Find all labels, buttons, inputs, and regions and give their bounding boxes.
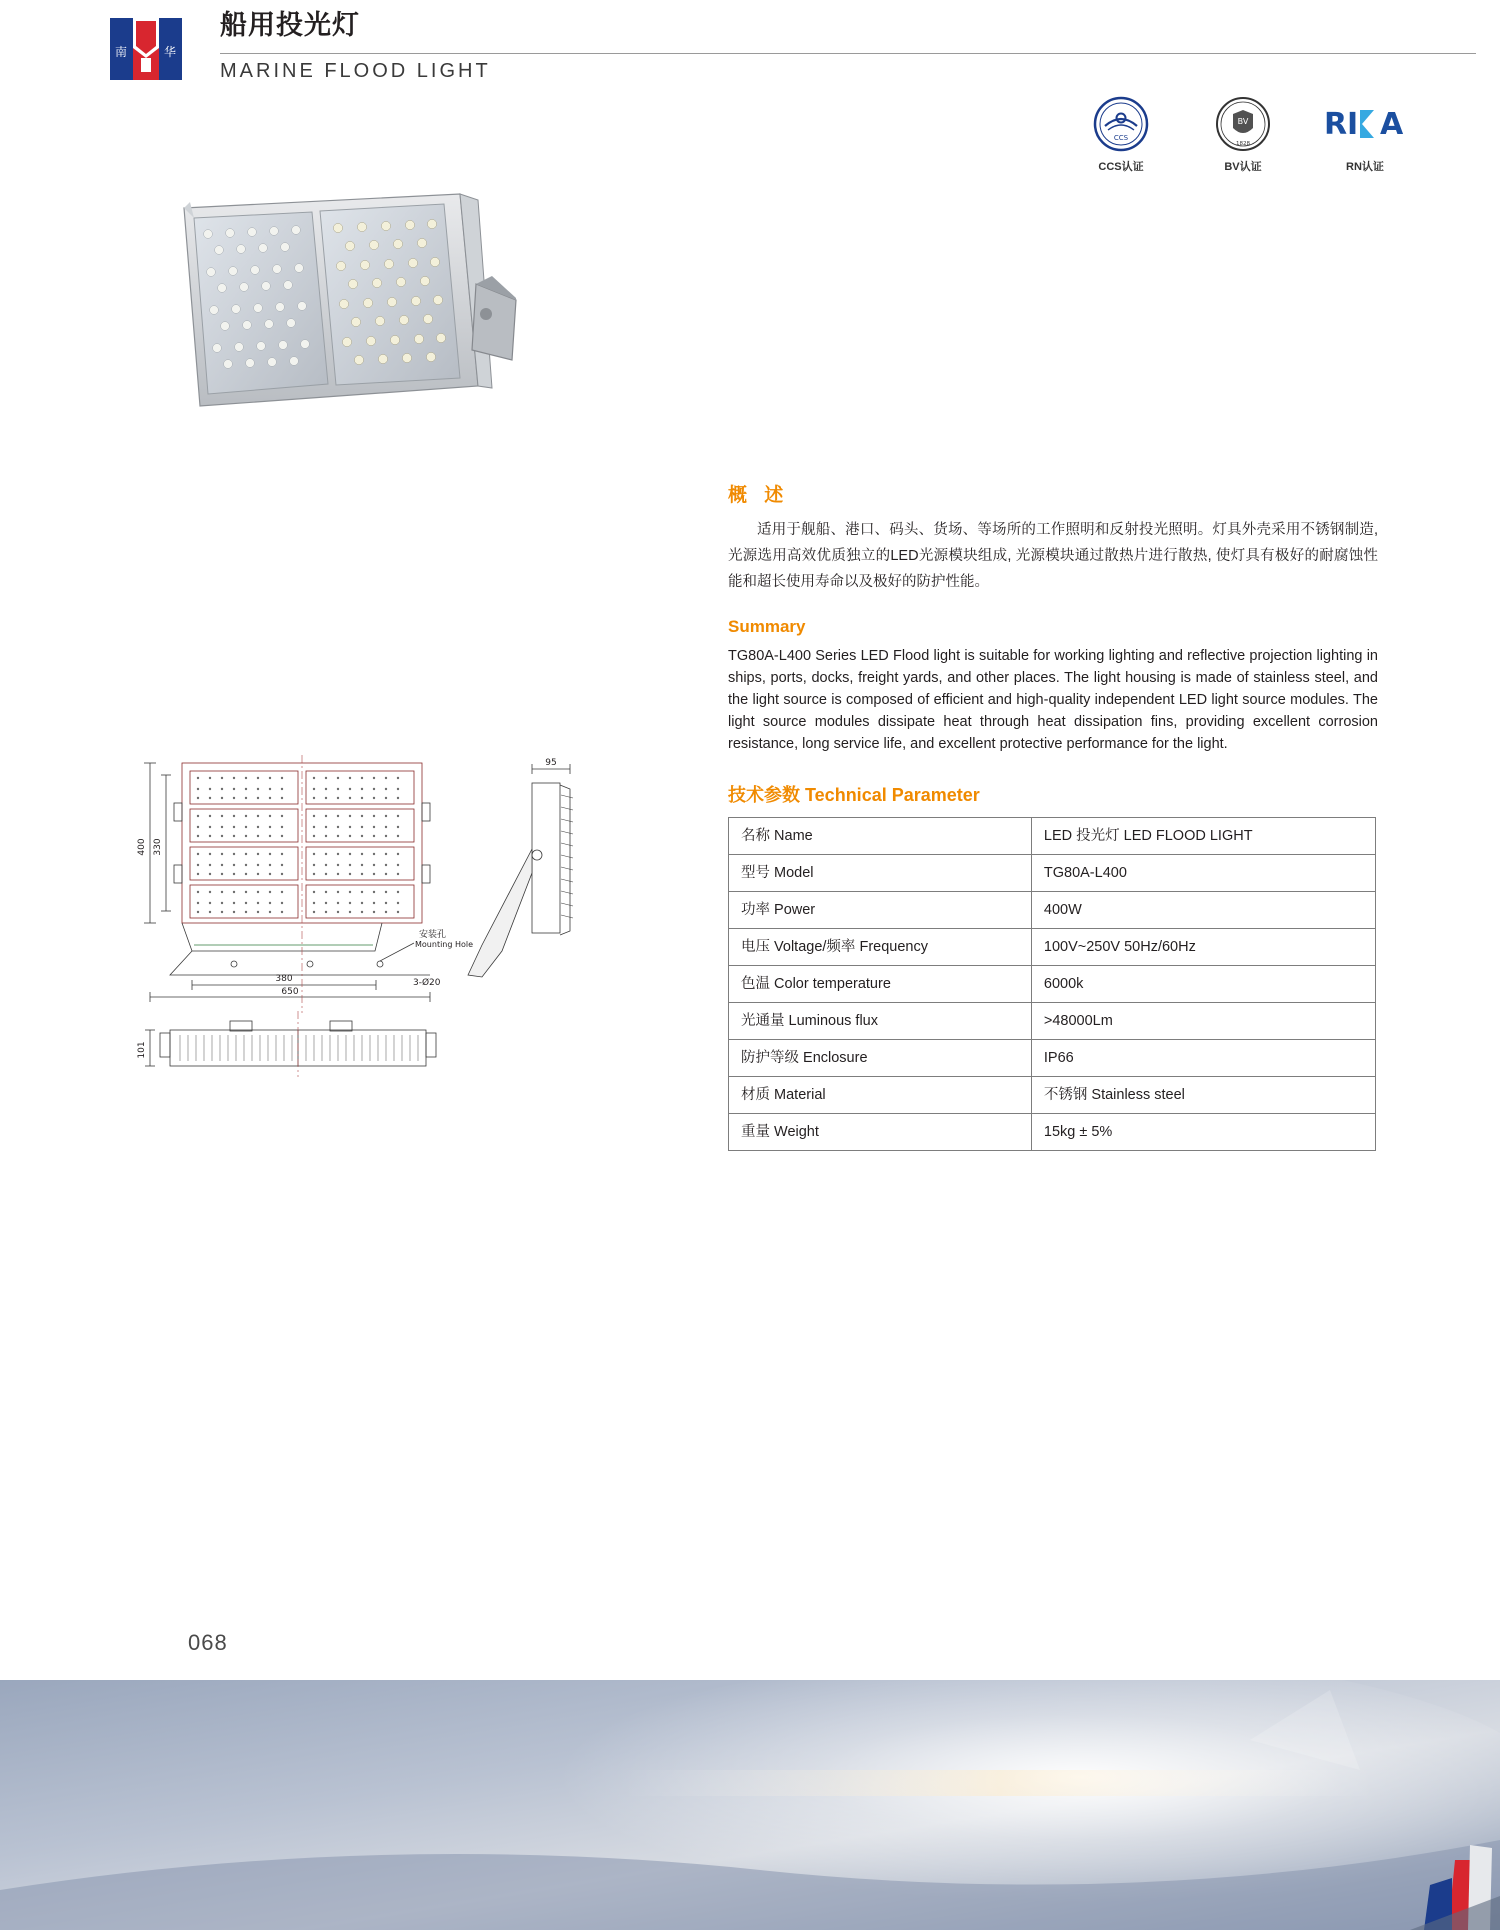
- svg-text:3-Ø20: 3-Ø20: [413, 978, 441, 988]
- svg-text:Mounting Hole: Mounting Hole: [415, 940, 474, 949]
- rina-icon: [1322, 95, 1408, 153]
- overview-text-cn: 适用于舰船、港口、码头、货场、等场所的工作照明和反射投光照明。灯具外壳采用不锈钢制造, 光源选用高效优质独立的LED光源模块组成, 光源模块通过散热片进行散热, 使灯具有极好的耐腐蚀性能和超长使用寿命以及极好的防护性能。: [728, 522, 1378, 590]
- overview-title-en: Summary: [728, 617, 806, 636]
- specification-table: [728, 817, 1376, 1151]
- certification-ccs: [1078, 95, 1164, 174]
- bv-caption: BV认证: [1224, 161, 1262, 173]
- table-row: [729, 892, 1376, 929]
- svg-text:R: R: [1324, 107, 1348, 142]
- spec-key: 防护等级 Enclosure: [729, 1040, 1032, 1077]
- rina-caption: RN认证: [1346, 161, 1384, 173]
- table-row: [729, 966, 1376, 1003]
- page-title-en: MARINE FLOOD LIGHT: [220, 60, 491, 82]
- table-row: [729, 1003, 1376, 1040]
- svg-text:1828: 1828: [1236, 141, 1250, 147]
- overview-title-cn: 概 述: [728, 485, 790, 506]
- spec-value: TG80A-L400: [1031, 855, 1375, 892]
- svg-text:380: 380: [275, 974, 293, 984]
- spec-value: 6000k: [1031, 966, 1375, 1003]
- ccs-caption: CCS认证: [1098, 161, 1144, 173]
- table-row: [729, 818, 1376, 855]
- svg-text:安装孔: 安装孔: [419, 930, 447, 940]
- spec-value: 100V~250V 50Hz/60Hz: [1031, 929, 1375, 966]
- svg-text:华: 华: [163, 45, 177, 59]
- svg-text:A: A: [1380, 107, 1404, 142]
- svg-text:400: 400: [137, 838, 147, 856]
- technical-drawing: [130, 745, 690, 1145]
- svg-text:BV: BV: [1237, 117, 1249, 126]
- spec-value: 不锈钢 Stainless steel: [1031, 1077, 1375, 1114]
- spec-value: 400W: [1031, 892, 1375, 929]
- spec-key: 名称 Name: [729, 818, 1032, 855]
- page-header: [110, 8, 1400, 88]
- ccs-icon: [1078, 95, 1164, 153]
- spec-key: 功率 Power: [729, 892, 1032, 929]
- company-logo: [110, 18, 182, 80]
- spec-key: 电压 Voltage/频率 Frequency: [729, 929, 1032, 966]
- technical-heading-en: Technical Parameter: [805, 785, 980, 805]
- certification-bv: [1200, 95, 1286, 174]
- table-row: [729, 1077, 1376, 1114]
- table-row: [729, 1040, 1376, 1077]
- svg-text:330: 330: [153, 838, 163, 856]
- spec-key: 色温 Color temperature: [729, 966, 1032, 1003]
- product-photo: [160, 180, 590, 410]
- spec-key: 光通量 Luminous flux: [729, 1003, 1032, 1040]
- overview-text-en: TG80A-L400 Series LED Flood light is suitable for working lighting and reflective projection lighting in ships, ports, docks, freight yards, and other places. The light housing is made of stainless steel, and the light source is composed of efficient and high-quality independent LED light source modules. The light source modules dissipate heat through heat dissipation fins, providing excellent corrosion resistance, long service life, and excellent protective performance for the light.: [728, 648, 1378, 752]
- spec-key: 型号 Model: [729, 855, 1032, 892]
- technical-parameter-heading: [728, 781, 1378, 807]
- table-row: [729, 929, 1376, 966]
- svg-text:95: 95: [545, 758, 557, 768]
- spec-value: LED 投光灯 LED FLOOD LIGHT: [1031, 818, 1375, 855]
- spec-key: 材质 Material: [729, 1077, 1032, 1114]
- content-column: [728, 480, 1378, 1151]
- table-row: [729, 855, 1376, 892]
- technical-heading-cn: 技术参数: [728, 785, 800, 805]
- spec-value: >48000Lm: [1031, 1003, 1375, 1040]
- spec-value: 15kg ± 5%: [1031, 1114, 1375, 1151]
- svg-text:I: I: [1347, 107, 1359, 142]
- spec-value: IP66: [1031, 1040, 1375, 1077]
- svg-text:CCS: CCS: [1113, 134, 1129, 142]
- certification-rina: [1322, 95, 1408, 174]
- page-number: 068: [188, 1630, 228, 1655]
- svg-text:650: 650: [281, 987, 299, 997]
- page-title-cn: 船用投光灯: [220, 10, 360, 40]
- title-divider: [220, 53, 1476, 54]
- bottom-photo-band: [0, 1680, 1500, 1930]
- svg-text:南: 南: [114, 45, 128, 59]
- svg-text:101: 101: [137, 1041, 147, 1059]
- spec-key: 重量 Weight: [729, 1114, 1032, 1151]
- table-row: [729, 1114, 1376, 1151]
- bv-icon: [1200, 95, 1286, 153]
- page-title: [220, 8, 360, 42]
- certification-list: [1078, 95, 1408, 174]
